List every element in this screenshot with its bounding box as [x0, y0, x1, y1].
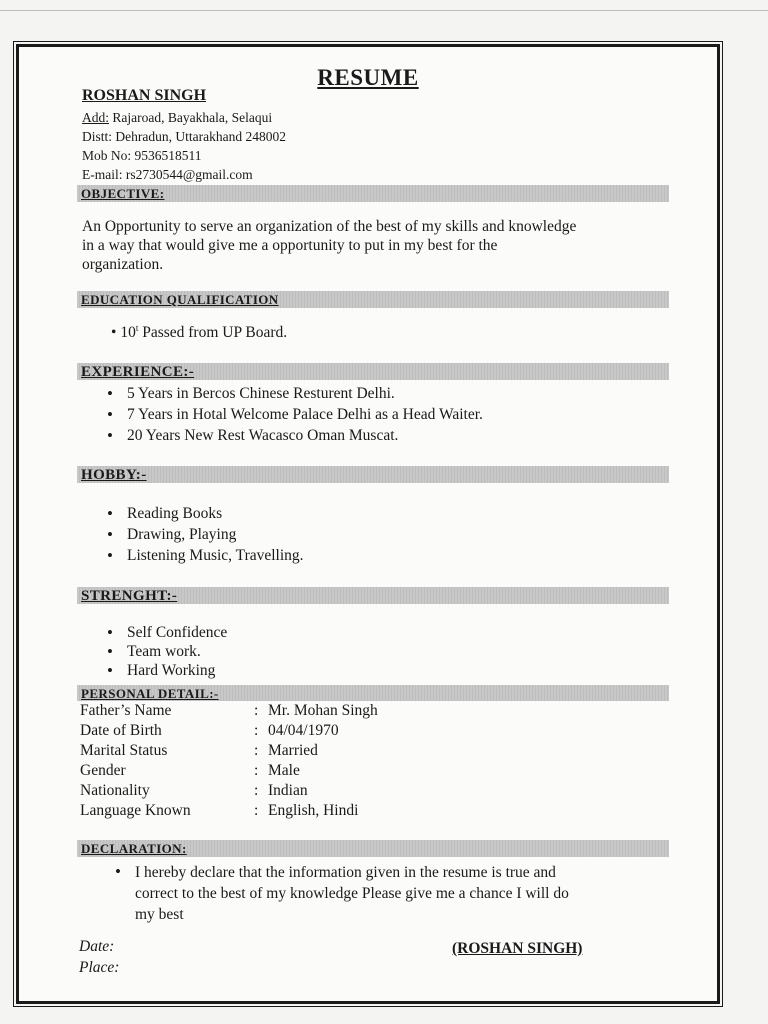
mobile-line: Mob No: 9536518511 [82, 148, 202, 163]
scan-edge-line [0, 10, 768, 11]
personal-heading: PERSONAL DETAIL:- [81, 686, 219, 701]
experience-heading-band [77, 363, 669, 380]
education-heading-band [77, 291, 669, 308]
personal-colon: : [254, 802, 259, 819]
bullet-icon: • [111, 324, 117, 342]
strength-heading: STRENGHT:- [81, 588, 178, 604]
strength-heading-band [77, 587, 669, 604]
personal-colon: : [254, 722, 259, 739]
personal-label: Gender [80, 762, 126, 779]
experience-item: • 20 Years New Rest Wacasco Oman Muscat. [105, 425, 483, 446]
education-item-number: 10 [120, 324, 136, 342]
objective-heading-band [77, 185, 669, 202]
personal-colon: : [254, 762, 259, 779]
date-label: Date: [79, 938, 115, 955]
strength-list [105, 623, 227, 680]
declaration-line: my best [135, 906, 184, 923]
hobby-heading-band [77, 466, 669, 483]
personal-label: Language Known [80, 802, 191, 819]
personal-value: Indian [268, 782, 308, 799]
objective-line: organization. [82, 256, 164, 273]
contact-block [82, 108, 286, 184]
objective-heading: OBJECTIVE: [81, 186, 165, 201]
declaration-text [115, 862, 675, 925]
personal-label: Date of Birth [80, 722, 162, 739]
address-value: Rajaroad, Bayakhala, Selaqui [109, 110, 273, 125]
strength-item: • Self Confidence [105, 623, 227, 642]
page-title: RESUME [317, 65, 419, 90]
personal-value: 04/04/1970 [268, 722, 339, 739]
education-item-superscript: t [135, 323, 139, 333]
declaration-heading-band [77, 840, 669, 857]
district-line: Distt: Dehradun, Uttarakhand 248002 [82, 129, 286, 144]
education-heading: EDUCATION QUALIFICATION [81, 292, 279, 307]
personal-label: Nationality [80, 782, 150, 799]
strength-item: • Team work. [105, 642, 227, 661]
personal-label: Marital Status [80, 742, 168, 759]
experience-item: • 5 Years in Bercos Chinese Resturent Delhi. [105, 383, 483, 404]
candidate-name: ROSHAN SINGH [82, 87, 207, 104]
personal-value: Mr. Mohan Singh [268, 702, 378, 719]
personal-colon: : [254, 702, 259, 719]
declaration-line: I hereby declare that the information given in the resume is true and [135, 864, 556, 881]
objective-line: An Opportunity to serve an organization of the best of my skills and knowledge [82, 218, 577, 235]
experience-heading: EXPERIENCE:- [81, 364, 195, 380]
place-label: Place: [79, 959, 120, 976]
personal-value: Male [268, 762, 300, 779]
objective-text [82, 217, 662, 274]
hobby-item: • Reading Books [105, 503, 304, 524]
bullet-icon: • [115, 862, 121, 881]
experience-list [105, 383, 483, 446]
declaration-heading: DECLARATION: [81, 841, 187, 856]
hobby-item: • Drawing, Playing [105, 524, 304, 545]
personal-colon: : [254, 782, 259, 799]
strength-item: • Hard Working [105, 661, 227, 680]
declaration-line: correct to the best of my knowledge Please give me a chance I will do [135, 885, 569, 902]
address-line [82, 108, 286, 127]
resume-page [16, 44, 720, 1004]
education-list [111, 323, 287, 342]
hobby-item: • Listening Music, Travelling. [105, 545, 304, 566]
personal-value: Married [268, 742, 318, 759]
experience-item: • 7 Years in Hotal Welcome Palace Delhi as a Head Waiter. [105, 404, 483, 425]
email-line: E-mail: rs2730544@gmail.com [82, 167, 253, 182]
hobby-list [105, 503, 304, 566]
personal-colon: : [254, 742, 259, 759]
address-label: Add: [82, 110, 109, 125]
objective-line: in a way that would give me a opportunity to put in my best for the [82, 237, 498, 254]
education-item-text: Passed from UP Board. [142, 324, 288, 342]
hobby-heading: HOBBY:- [81, 467, 147, 483]
personal-heading-band [77, 685, 669, 701]
personal-value: English, Hindi [268, 802, 359, 819]
personal-label: Father’s Name [80, 702, 172, 719]
signature: (ROSHAN SINGH) [452, 940, 583, 957]
